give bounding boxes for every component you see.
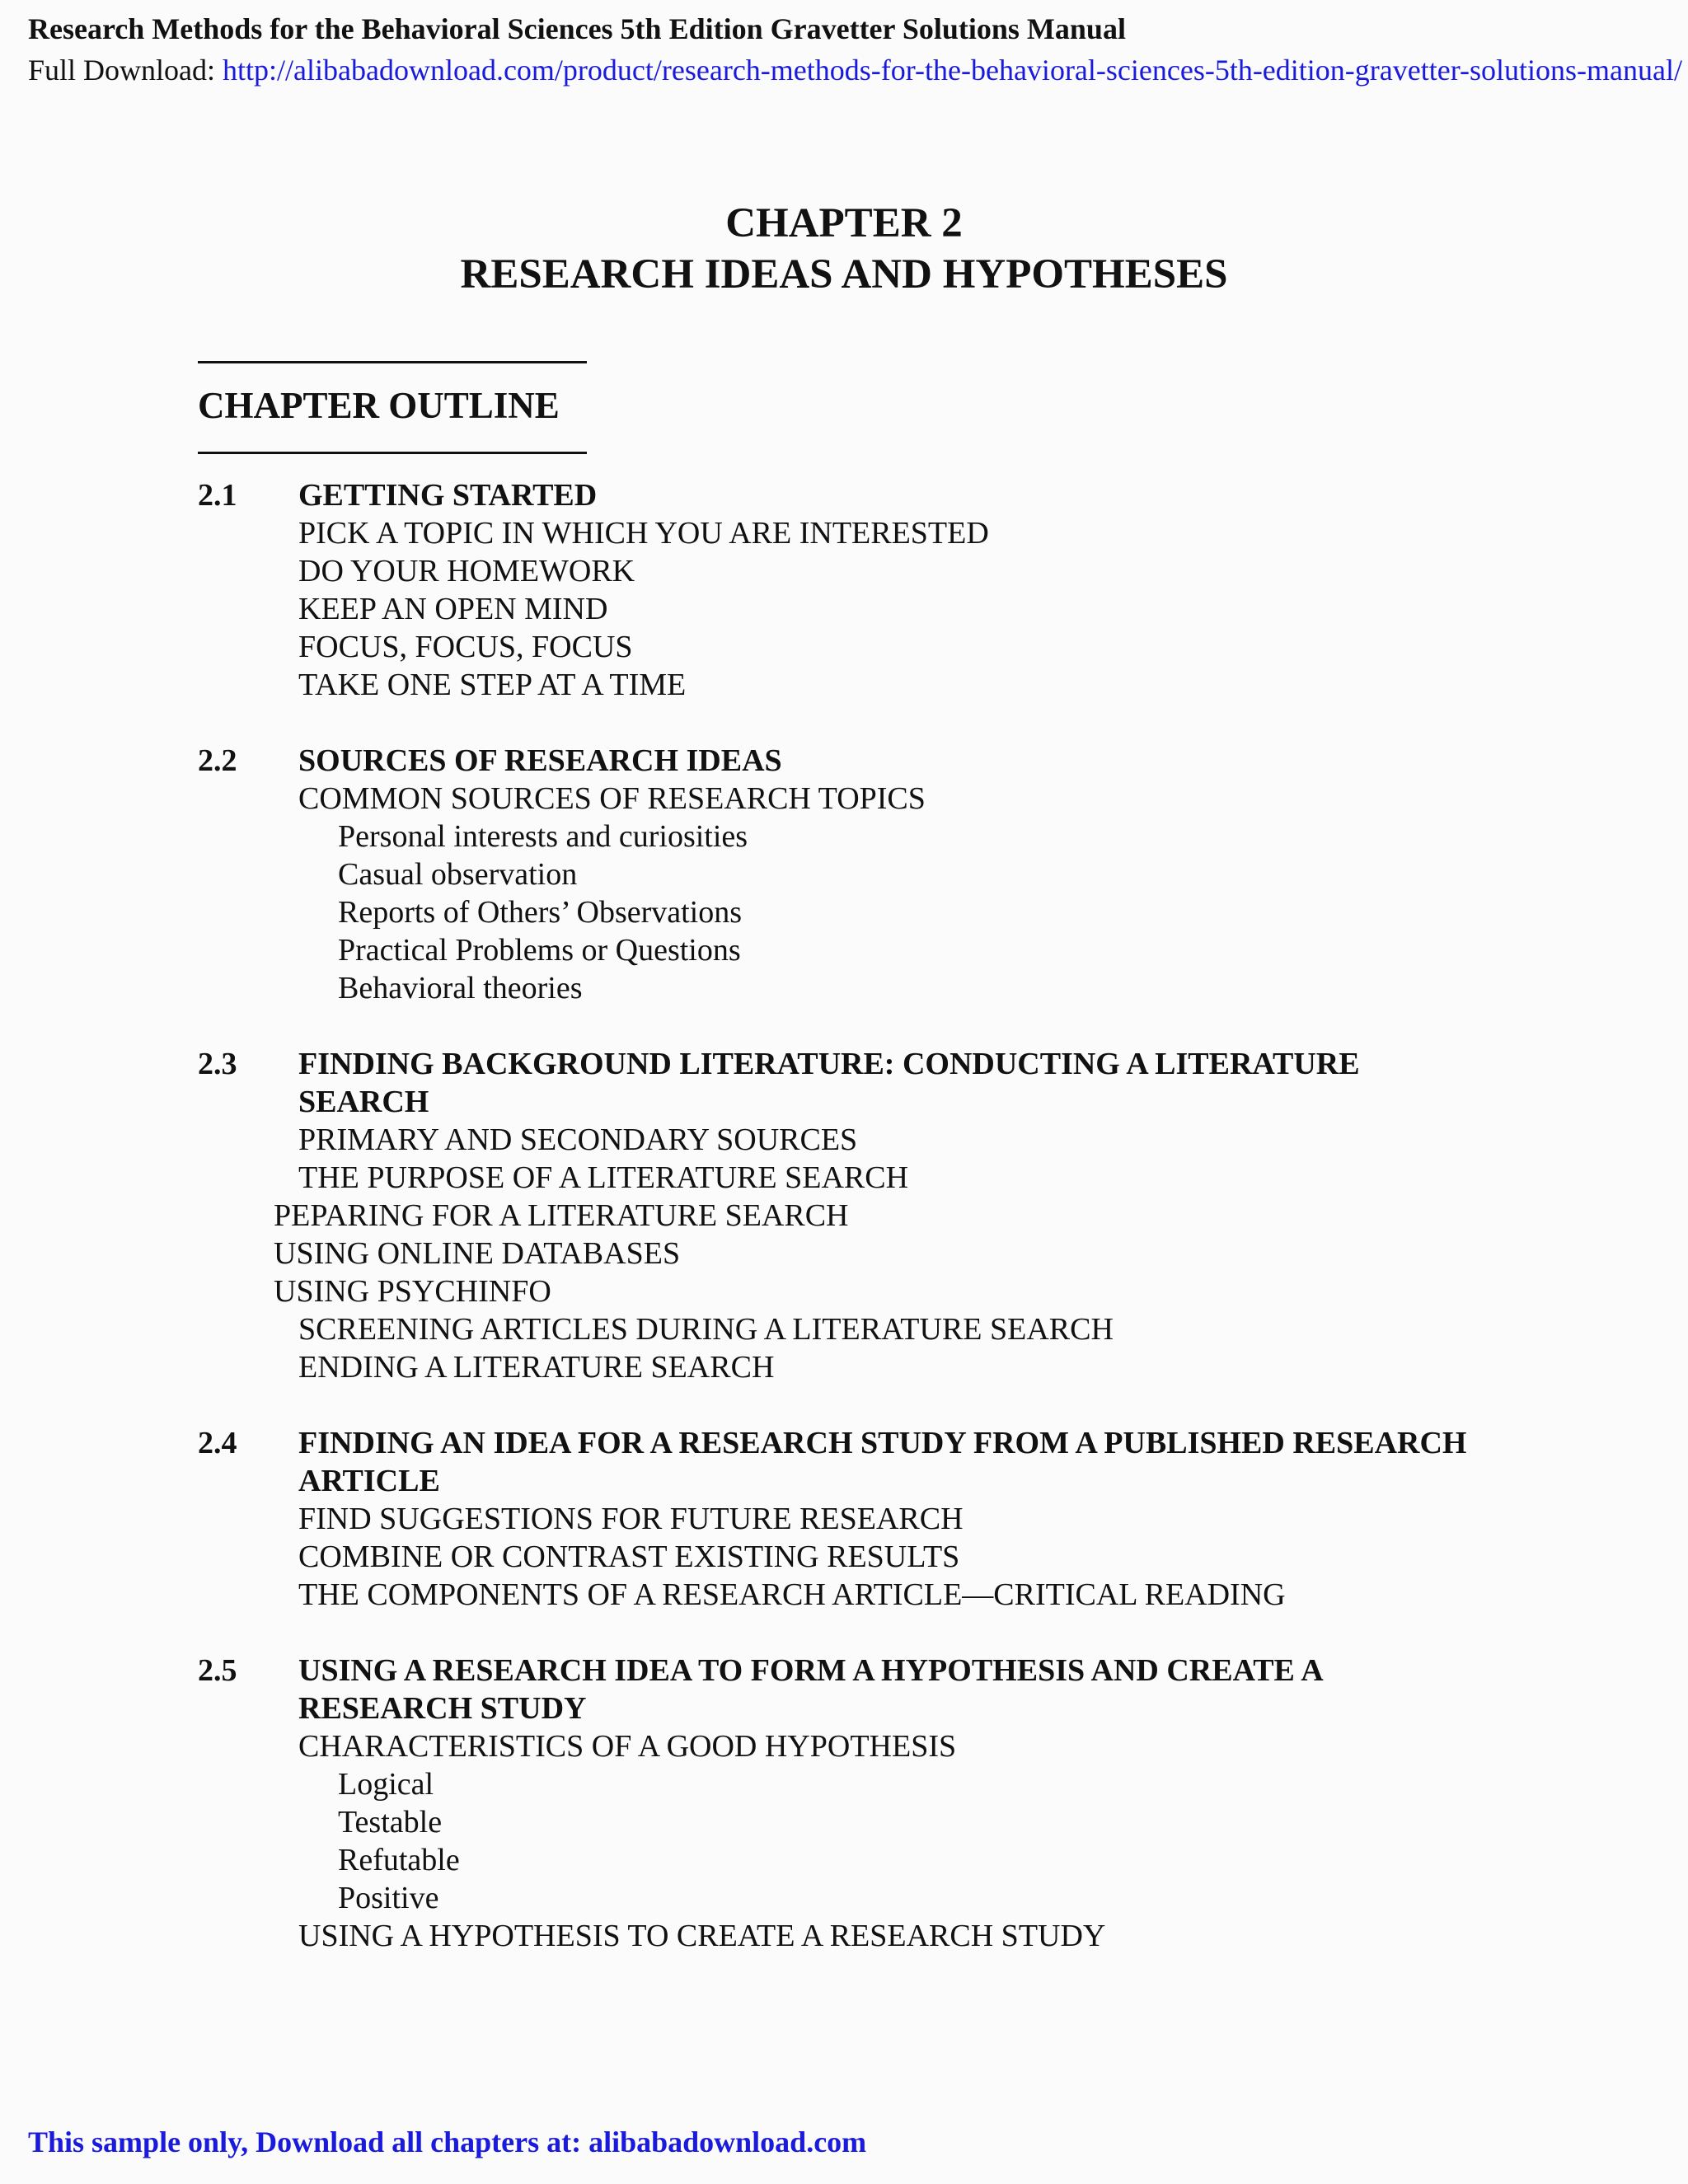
chapter-heading <box>0 198 1688 300</box>
outline-section <box>198 1045 1599 1386</box>
section-number: 2.2 <box>198 743 237 778</box>
outline-item: CHARACTERISTICS OF A GOOD HYPOTHESIS <box>298 1729 957 1764</box>
download-link[interactable]: http://alibabadownload.com/product/research-methods-for-the-behavioral-sciences-5th-edition-gravetter-solutions-manual/ <box>223 54 1682 87</box>
section-number: 2.5 <box>198 1653 237 1688</box>
footer-note[interactable]: This sample only, Download all chapters at: alibabadownload.com <box>28 2125 867 2158</box>
outline-item: DO YOUR HOMEWORK <box>298 554 635 588</box>
outline-subitem: Refutable <box>338 1843 460 1877</box>
outline-subitem: Casual observation <box>338 857 578 892</box>
outline-subitem: Personal interests and curiosities <box>338 819 748 854</box>
outline-title: CHAPTER OUTLINE <box>198 385 560 426</box>
outline-item: THE COMPONENTS OF A RESEARCH ARTICLE—CRITICAL READING <box>298 1577 1286 1612</box>
chapter-number: CHAPTER 2 <box>725 200 963 246</box>
document-header-title: Research Methods for the Behavioral Sciences 5th Edition Gravetter Solutions Manual <box>28 12 1126 45</box>
section-heading <box>198 1045 1599 1121</box>
outline-subitem: Testable <box>338 1805 443 1840</box>
section-number: 2.3 <box>198 1047 237 1081</box>
download-label: Full Download: <box>28 54 223 87</box>
outline-rule-bottom <box>198 452 587 454</box>
chapter-outline <box>198 476 1599 1993</box>
outline-subitem: Logical <box>338 1767 434 1802</box>
section-title: SOURCES OF RESEARCH IDEAS <box>298 743 782 778</box>
section-heading <box>198 476 1599 514</box>
chapter-title: RESEARCH IDEAS AND HYPOTHESES <box>460 251 1228 298</box>
outline-rule-top <box>198 361 587 363</box>
outline-section <box>198 742 1599 1007</box>
outline-item: ENDING A LITERATURE SEARCH <box>298 1350 775 1385</box>
section-title: GETTING STARTED <box>298 478 598 513</box>
outline-item: TAKE ONE STEP AT A TIME <box>298 668 687 702</box>
outline-item: FIND SUGGESTIONS FOR FUTURE RESEARCH <box>298 1502 964 1536</box>
outline-section <box>198 476 1599 704</box>
outline-item: KEEP AN OPEN MIND <box>298 592 608 626</box>
outline-subitem: Positive <box>338 1881 439 1915</box>
outline-subitem: Practical Problems or Questions <box>338 933 741 968</box>
outline-item: FOCUS, FOCUS, FOCUS <box>298 630 633 664</box>
outline-item: COMMON SOURCES OF RESEARCH TOPICS <box>298 781 926 816</box>
section-title: FINDING BACKGROUND LITERATURE: CONDUCTING A LITERATURE SEARCH <box>298 1047 1360 1119</box>
outline-item: USING A HYPOTHESIS TO CREATE A RESEARCH STUDY <box>298 1919 1106 1953</box>
outline-subitem: Behavioral theories <box>338 971 583 1005</box>
outline-item: USING ONLINE DATABASES <box>274 1236 681 1271</box>
section-heading <box>198 1424 1599 1500</box>
section-heading <box>198 742 1599 780</box>
section-number: 2.4 <box>198 1426 237 1460</box>
section-number: 2.1 <box>198 478 237 513</box>
outline-item: THE PURPOSE OF A LITERATURE SEARCH <box>298 1160 909 1195</box>
section-heading <box>198 1652 1599 1727</box>
outline-item: PICK A TOPIC IN WHICH YOU ARE INTERESTED <box>298 516 989 551</box>
outline-item: USING PSYCHINFO <box>274 1274 551 1309</box>
outline-section <box>198 1652 1599 1955</box>
outline-subitem: Reports of Others’ Observations <box>338 895 743 930</box>
outline-section <box>198 1424 1599 1614</box>
outline-item: PEPARING FOR A LITERATURE SEARCH <box>274 1198 849 1233</box>
section-title: USING A RESEARCH IDEA TO FORM A HYPOTHESIS AND CREATE A RESEARCH STUDY <box>298 1653 1322 1726</box>
outline-item: COMBINE OR CONTRAST EXISTING RESULTS <box>298 1540 960 1574</box>
download-line <box>28 53 1688 87</box>
section-title: FINDING AN IDEA FOR A RESEARCH STUDY FROM A PUBLISHED RESEARCH ARTICLE <box>298 1426 1467 1498</box>
outline-item: PRIMARY AND SECONDARY SOURCES <box>298 1122 858 1157</box>
outline-item: SCREENING ARTICLES DURING A LITERATURE SEARCH <box>298 1312 1114 1347</box>
